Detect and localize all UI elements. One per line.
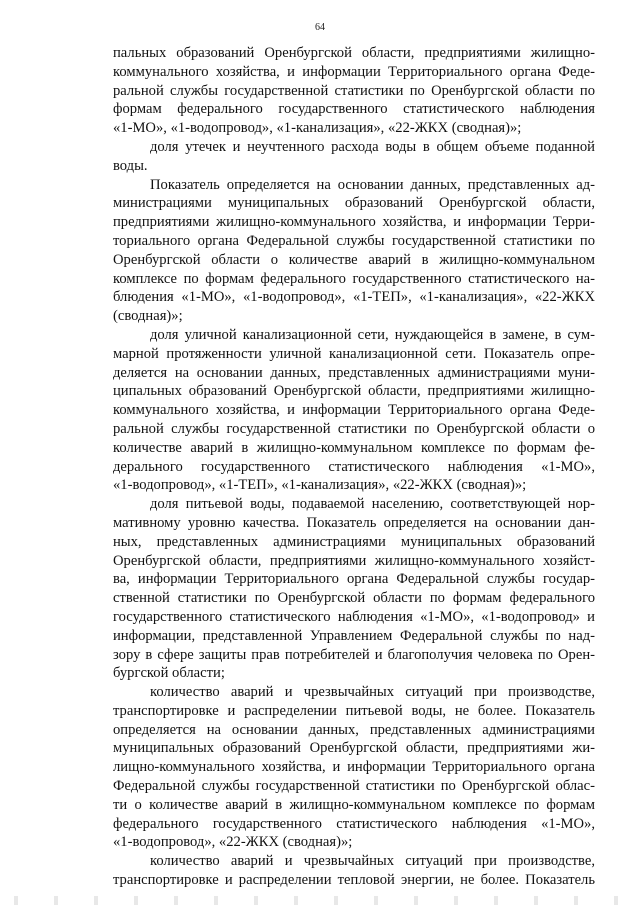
page-number: 64 [315,22,325,33]
text-line: Оренбургской области, предприятиями жилищно-коммунального хозяйст- [113,552,595,569]
text-line: муниципальных образований Оренбургской области, предприятиями жи- [113,740,595,757]
text-line: министрациями муниципальных образований Оренбургской области, [113,195,595,212]
text-line: ных, представленных администрациями муниципальных образований [113,533,595,550]
text-line: количество аварий и чрезвычайных ситуаций при производстве, [150,853,595,870]
text-line: предприятиями жилищно-коммунального хозяйства, и информации Терри- [113,214,595,231]
text-line: мативному уровню качества. Показатель определяется на основании дан- [113,514,595,531]
text-line: пальных образований Оренбургской области, предприятиями жилищно- [113,45,595,61]
text-line: ральной службы государственной статистики по Оренбургской области о [113,420,595,437]
text-line: блюдения «1-МО», «1-водопровод», «1-ТЕП», «1-канализация», «22-ЖКХ [113,289,595,306]
text-line: федерального государственного статистического наблюдения «1-МО», [113,815,595,832]
text-line: информации, представленной Управлением Федеральной службы по над- [113,627,595,644]
text-line: Федеральной службы государственной статистики по Оренбургской облас- [113,778,595,795]
text-line: ципальных образований Оренбургской области, предприятиями жилищно- [113,383,595,400]
text-line: формам федерального государственного статистического наблюдения [113,101,595,118]
text-line: доля питьевой воды, подаваемой населению, соответствующей нор- [150,496,595,513]
text-line: ственной статистики по Оренбургской области по формам федерального [113,590,595,607]
text-line: государственного статистического наблюдения «1-МО», «1-водопровод» и [113,608,595,625]
text-line: «1-МО», «1-водопровод», «1-канализация», «22-ЖКХ (сводная)»; [113,120,522,137]
text-line: ва, информации Территориального органа Федеральной службы государ- [113,571,595,588]
text-line: количество аварий и чрезвычайных ситуаций при производстве, [150,684,595,701]
body-text [113,44,595,890]
text-line: транспортировке и распределении питьевой воды, не более. Показатель [113,702,595,719]
text-line: ториального органа Федеральной службы государственной статистики по [113,232,595,249]
text-line: марной протяженности уличной канализационной сети. Показатель опре- [113,345,595,362]
text-line: «1-водопровод», «1-ТЕП», «1-канализация», «22-ЖКХ (сводная)»; [113,477,527,494]
text-line: деляется на основании данных, представленных администрациями муни- [113,364,595,381]
text-line: зору в сфере защиты прав потребителей и благополучия человека по Орен- [113,646,595,663]
text-line: воды. [113,157,148,174]
text-line: (сводная)»; [113,308,183,325]
text-line: Оренбургской области о количестве аварий в жилищно-коммунальном [113,251,595,268]
text-line: определяется на основании данных, представленных администрациями [113,721,595,738]
text-line: лищно-коммунального хозяйства, и информации Территориального органа [113,759,595,776]
text-line: Показатель определяется на основании данных, представленных ад- [150,176,595,193]
text-line: дерального государственного статистического наблюдения «1-МО», [113,458,595,475]
text-line: «1-водопровод», «22-ЖКХ (сводная)»; [113,834,353,851]
text-line: коммунального хозяйства, и информации Территориального органа Феде- [113,402,595,419]
text-line: коммунального хозяйства, и информации Территориального органа Феде- [113,63,595,80]
text-line: ти о количестве аварий в жилищно-коммунальном комплексе по формам [113,796,595,813]
text-line: доля утечек и неучтенного расхода воды в общем объеме поданной [150,138,595,155]
text-line: бургской области; [113,665,225,682]
scan-edge-artifact [0,896,640,905]
text-line: комплексе по формам федерального государственного статистического на- [113,270,595,287]
text-line: количестве аварий в жилищно-коммунальном комплексе по формам фе- [113,439,595,456]
text-line: ральной службы государственной статистики по Оренбургской области по [113,82,595,99]
text-line: доля уличной канализационной сети, нуждающейся в замене, в сум- [150,326,595,343]
text-line: транспортировке и распределении тепловой энергии, не более. Показатель [113,872,595,889]
